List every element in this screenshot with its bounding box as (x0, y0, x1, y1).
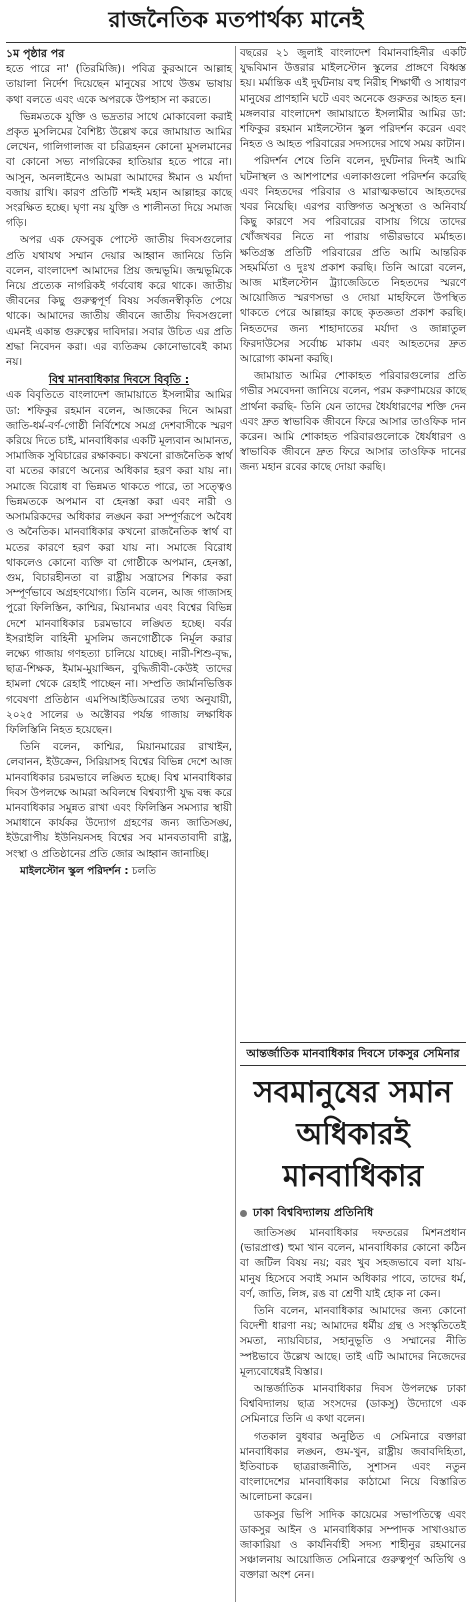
article-paragraph: ডাকসুর ভিপি সাদিক কায়েমের সভাপতিত্বে এবং ডাকসুর আইন ও মানবাধিকার সম্পাদক সাখাওয়াত জাকারিয়া ও কার্যনির্বাহী সদস্য শাহীনুর রহমানের সঞ্চালনায় আয়োজিত সেমিনারে গুরুত্বপূর্ণ অতিথি ও বক্তারা অংশ নেন। (240, 1508, 466, 1582)
second-article-body (240, 1226, 466, 1584)
article-paragraph-inline-head (6, 864, 232, 879)
headline-divider (6, 42, 466, 43)
article-paragraph: গতকাল বুধবার অনুষ্ঠিত এ সেমিনারে বক্তারা মানবাধিকার লঙ্ঘন, গুম-খুন, রাষ্ট্রীয় জবাবদিহিতা, ইতিবাচক ছাত্ররাজনীতি, সুশাসন এবং নতুন বাংলাদেশের মানবাধিকার কাঠামো নিয়ে বিস্তারিত আলোচনা করেন। (240, 1430, 466, 1504)
bullet-dot-icon (240, 1210, 247, 1217)
headline-line: অধিকারই (296, 1117, 410, 1152)
article-paragraph: জাতিসঙ্ঘ মানবাধিকার দফতরের মিশনপ্রধান (ভারপ্রাপ্ত) হুমা খান বলেন, মানবাধিকার কোনো কঠিন বা জটিল বিষয় নয়; বরং খুব সহজভাবে বলা যায়- মানুষ হিসেবে সবাই সমান অধিকার পাবে, তাদের ধর্ম, বর্ণ, জাতি, লিঙ্গ, রঙ বা শ্রেণী যাই হোক না কেন। (240, 1227, 466, 1300)
second-article-headline (240, 1072, 466, 1198)
article-paragraph: অপর এক ফেসবুক পোস্টে জাতীয় দিবসগুলোর প্রতি যথাযথ সম্মান দেয়ার আহ্বান জানিয়ে তিনি বলেন, বাংলাদেশ আমাদের প্রিয় জন্মভূমি। জন্মভূমিকে নিয়ে প্রত্যেক নাগরিকই গর্ববোধ করে থাকে। জাতীয় জীবনের কিছু গুরুত্বপূর্ণ বিষয় সর্বজনস্বীকৃতি পেয়ে থাকে। আমাদের জাতীয় জীবনে জাতীয় দিবসগুলো এমনই একান্ত গুরুত্বের দাবিদার। সবার উচিত এর প্রতি শ্রদ্ধা নিবেদন করা। এর ব্যতিক্রম কোনোভাবেই কাম্য নয়। (6, 234, 232, 369)
column-divider (235, 46, 236, 1602)
article-paragraph: তিনি বলেন, কাশ্মির, মিয়ানমারের রাখাইন, লেবানন, ইউক্রেন, সিরিয়াসহ বিশ্বের বিভিন্ন দেশে আজ মানবাধিকার চরমভাবে লঙ্ঘিত হচ্ছে। বিশ্ব মানবাধিকার দিবস উপলক্ষে আমরা অবিলম্বে বিশ্বব্যাপী যুদ্ধ বন্ধ করে মানবাধিকার সমুন্নত রাখা এবং ফিলিস্তিন সমস্যার স্থায়ী সমাধানে কার্যকর উদ্যোগ গ্রহণের জন্য জাতিসঙ্ঘ, ইউরোপীয় ইউনিয়নসহ বিশ্বের সব মানবতাবাদী রাষ্ট্র, সংস্থা ও প্রতিষ্ঠানের প্রতি জোর আহ্বান জানাচ্ছি। (6, 741, 232, 860)
section-label: আন্তর্জাতিক মানবাধিকার দিবসে ঢাকসুর সেমিনার (240, 1042, 466, 1066)
article-paragraph: পরিদর্শন শেষে তিনি বলেন, দুর্ঘটনার দিনই আমি ঘটনাস্থল ও আশপাশের এলাকাগুলো পরিদর্শন করেছি এবং নিহতদের পরিবার ও মারাত্মকভাবে আহতদের খবর নিয়েছি। এরপর ব্যক্তিগত অসুস্থতা ও অনিবার্য কিছু কারণে সব পরিবারের বাসায় গিয়ে তাদের খোঁজখবর নিতে না পারায় গভীরভাবে মর্মাহত। ক্ষতিগ্রস্ত প্রতিটি পরিবারের প্রতি আমি আন্তরিক সহমর্মিতা ও দুঃখ প্রকাশ করছি। তিনি আরো বলেন, আজ মাইলস্টোন ট্র্যাজেডিতে নিহতদের স্মরণে আয়োজিত স্মরণসভা ও দোয়া মাহফিলে উপস্থিত থাকতে পেরে আল্লাহর কাছে কৃতজ্ঞতা প্রকাশ করছি। নিহতদের জন্য শাহাদাতের মর্যাদা ও জান্নাতুল ফিরদাউসের সর্বোচ্চ মাকাম এবং আহতদের দ্রুত আরোগ্য কামনা করছি। (240, 155, 466, 366)
article-paragraph: বছরের ২১ জুলাই বাংলাদেশ বিমানবাহিনীর একটি যুদ্ধবিমান উত্তরার মাইলস্টোন স্কুলের প্রাঙ্গণে বিধ্বস্ত হয়। মর্মান্তিক এই দুর্ঘটনায় বহু নিরীহ শিক্ষার্থী ও সাধারণ মানুষের প্রাণহানি ঘটে এবং অনেকে গুরুতর আহত হন। মঙ্গলবার বাংলাদেশ জামায়াতে ইসলামীর আমির ডা: শফিকুর রহমান মাইলস্টোন স্কুল পরিদর্শন করেন এবং নিহত ও আহত পরিবারের সদস্যদের সাথে সময় কাটান। (240, 47, 466, 151)
inline-text: চলতি (131, 864, 156, 877)
article-paragraph: জামায়াত আমির শোকাহত পরিবারগুলোর প্রতি গভীর সমবেদনা জানিয়ে বলেন, পরম করুণাময়ের কাছে প্রার্থনা করছি- তিনি যেন তাদের ধৈর্যধারণের শক্তি দেন এবং দ্রুত স্বাভাবিক জীবনে ফিরে আসার তাওফিক দান করেন। আমি শোকাহত পরিবারগুলোকে ধৈর্যধারণ ও স্বাভাবিক জীবনে দ্রুত ফিরে আসার তাওফিক দানের জন্য মহান রবের কাছে দোয়া করছি। (240, 370, 466, 474)
byline (240, 1204, 466, 1223)
article-paragraph: ভিন্নমতকে যুক্তি ও ভদ্রতার সাথে মোকাবেলা করাই প্রকৃত মুসলিমের বৈশিষ্ট্য উল্লেখ করে জামায়াত আমির লেখেন, গালিগালাজ বা চরিত্রহনন কোনো মুসলমানের বা কোনো সভ্য নাগরিকের হাতিয়ার হতে পারে না। আসুন, অনলাইনেও আমরা আমাদের ঈমান ও মর্যাদা বজায় রাখি। কারণ প্রতিটি শব্দই মহান আল্লাহর কাছে সংরক্ষিত হচ্ছে। ঘৃণা নয় যুক্তি ও শালীনতা দিয়ে সমাজ গড়ি। (6, 110, 232, 230)
article-paragraph: আন্তর্জাতিক মানবাধিকার দিবস উপলক্ষে ঢাকা বিশ্ববিদ্যালয় ছাত্র সংসদের (ডাকসু) উদ্যোগে এক সেমিনারে তিনি এ কথা বলেন। (240, 1383, 466, 1426)
article-paragraph: হতে পারে না' (তিরমিজি)। পবিত্র কুরআনে আল্লাহ তায়ালা নির্দেশ দিয়েছেন মানুষের সাথে উত্তম ভাষায় কথা বলতে এবং একে অপরকে উপহাস না করতে। (6, 63, 232, 106)
continued-from-label: ১ম পৃষ্ঠার পর (6, 47, 65, 60)
article-right-column (240, 46, 466, 478)
section-subhead: বিশ্ব মানবাধিকার দিবসে বিবৃতি : (48, 373, 190, 387)
article-left-column (6, 46, 232, 1602)
headline-line: সবমানুষের সমান (253, 1075, 453, 1110)
second-article (240, 1042, 466, 1586)
article-paragraph: তিনি বলেন, মানবাধিকার আমাদের জন্য কোনো বিদেশী ধারণা নয়; আমাদের ধর্মীয় গ্রন্থ ও সংস্কৃতিতেই সমতা, ন্যায়বিচার, সহানুভূতি ও সম্মানের নীতি স্পষ্টভাবে উল্লেখ আছে। তাই এটি আমাদের নিজেদের মূল্যবোধেরই বিস্তার। (240, 1305, 466, 1378)
inline-subhead: মাইলস্টোন স্কুল পরিদর্শন : (20, 864, 129, 877)
article-headline: রাজনৈতিক মতপার্থক্য মানেই (108, 7, 364, 33)
byline-text: ঢাকা বিশ্ববিদ্যালয় প্রতিনিধি (253, 1206, 374, 1219)
headline-line: মানবাধিকার (282, 1159, 424, 1194)
article-paragraph: এক বিবৃতিতে বাংলাদেশ জামায়াতে ইসলামীর আমির ডা: শফিকুর রহমান বলেন, আজকের দিনে আমরা জাতি-ধর্ম-বর্ণ-গোষ্ঠী নির্বিশেষে সমগ্র দেশবাসীকে স্মরণ করিয়ে দিতে চাই, মানবাধিকার একটি মূল্যবান আমানত, সামাজিক সুবিচারের রক্ষাকবচ। কখনো রাজনৈতিক স্বার্থ বা মতের কারণে অন্যের অধিকার হরণ করা যায় না। সমাজে বিরোধ বা ভিন্নমত থাকতে পারে, তা সত্ত্বেও ভিন্নমতকে অপমান বা হেনস্তা করা এবং নারী ও অসামরিকদের অধিকার লঙ্ঘন করা সম্পূর্ণরূপে অবৈধ ও অনৈতিক। মানবাধিকার কখনো রাজনৈতিক স্বার্থ বা মতের কারণে হরণ করা যায় না। সমাজে বিরোধ থাকলেও কোনো ব্যক্তি বা গোষ্ঠীকে অপমান, হেনস্তা, গুম, বিচারহীনতা বা রাষ্ট্রীয় সন্ত্রাসের শিকার করা সম্পূর্ণভাবে অগ্রহণযোগ্য। তিনি বলেন, আজ গাজাসহ পুরো ফিলিস্তিন, কাশ্মির, মিয়ানমার এবং বিশ্বের বিভিন্ন দেশে মানবাধিকার চরমভাবে লঙ্ঘিত হচ্ছে। বর্বর ইসরাইলি বাহিনী মুসলিম জনগোষ্ঠীকে নির্মূল করার লক্ষ্যে গাজায় গণহত্যা চালিয়ে যাচ্ছে। নারী-শিশু-বৃদ্ধ, ছাত্র-শিক্ষক, ইমাম-মুয়াজ্জিন, বুদ্ধিজীবী-কেউই তাদের হামলা থেকে রেহাই পাচ্ছেন না। সম্প্রতি জার্মানভিত্তিক গবেষণা প্রতিষ্ঠান এমপিআইডিআরের তথ্য অনুযায়ী, ২০২৫ সালের ৬ অক্টোবর পর্যন্ত গাজায় লক্ষাধিক ফিলিস্তিনি নিহত হয়েছেন। (6, 389, 232, 736)
